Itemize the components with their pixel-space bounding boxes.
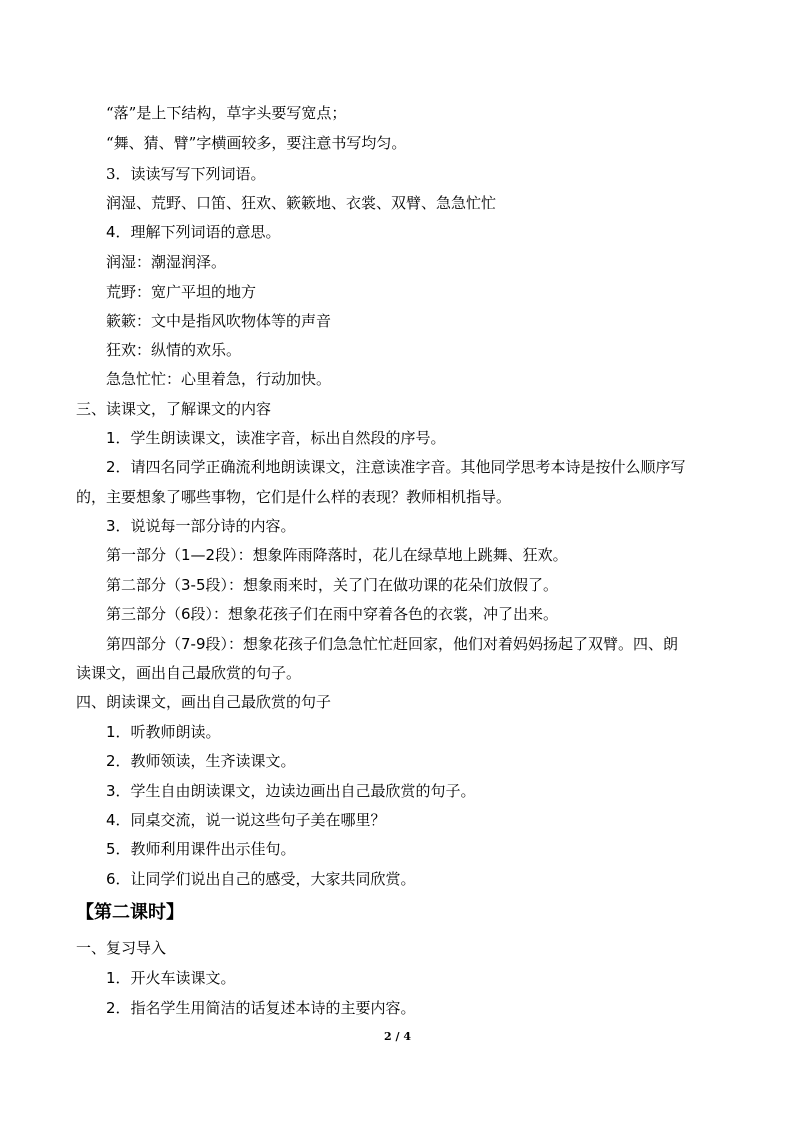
body-line: 第二部分（3-5段）：想象雨来时，关了门在做功课的花朵们放假了。: [106, 576, 559, 594]
body-line: 润湿：潮湿润泽。: [106, 253, 227, 271]
body-line: 5．教师利用课件出示佳句。: [106, 840, 296, 858]
body-line: 的，主要想象了哪些事物，它们是什么样的表现？教师相机指导。: [76, 488, 512, 506]
section-heading: 一、复习导入: [76, 939, 167, 957]
body-line: 急急忙忙：心里着急，行动加快。: [106, 370, 332, 388]
body-line: 4．同桌交流，说一说这些句子美在哪里？: [106, 811, 386, 829]
body-line: 簌簌：文中是指风吹物体等的声音: [106, 312, 332, 330]
body-line: 第一部分（1—2段）：想象阵雨降落时，花儿在绿草地上跳舞、狂欢。: [106, 546, 568, 564]
section-heading: 三、读课文，了解课文的内容: [76, 400, 272, 418]
body-line: “舞、猜、臂”字横画较多，要注意书写均匀。: [106, 134, 407, 152]
body-line: 2．教师领读，生齐读课文。: [106, 752, 296, 770]
lesson-heading: 【第二课时】: [76, 902, 184, 923]
body-line: 6．让同学们说出自己的感受，大家共同欣赏。: [106, 870, 416, 888]
body-line: 荒野：宽广平坦的地方: [106, 283, 257, 301]
body-line: 3．读读写写下列词语。: [106, 165, 266, 183]
body-line: 1．听教师朗读。: [106, 723, 221, 741]
body-line: 1．开火车读课文。: [106, 969, 236, 987]
body-line: 第四部分（7-9段）：想象花孩子们急急忙忙赶回家，他们对着妈妈扬起了双臂。四、朗: [106, 635, 679, 653]
body-line: 2．指名学生用简洁的话复述本诗的主要内容。: [106, 999, 416, 1017]
body-line: 4．理解下列词语的意思。: [106, 223, 281, 241]
page-number: 2 / 4: [384, 1030, 411, 1043]
body-line: 1．学生朗读课文，读准字音，标出自然段的序号。: [106, 429, 446, 447]
body-line: 3．说说每一部分诗的内容。: [106, 517, 296, 535]
body-line: 第三部分（6段）：想象花孩子们在雨中穿着各色的衣裳，冲了出来。: [106, 605, 559, 623]
body-line: 润湿、荒野、口笛、狂欢、簌簌地、衣裳、双臂、急急忙忙: [106, 194, 497, 212]
section-heading: 四、朗读课文，画出自己最欣赏的句子: [76, 693, 332, 711]
body-line: 读课文，画出自己最欣赏的句子。: [76, 664, 302, 682]
body-line: 3．学生自由朗读课文，边读边画出自己最欣赏的句子。: [106, 782, 476, 800]
body-line: 狂欢：纵情的欢乐。: [106, 341, 242, 359]
body-line: 2．请四名同学正确流利地朗读课文，注意读准字音。其他同学思考本诗是按什么顺序写: [106, 458, 686, 476]
body-line: “落”是上下结构，草字头要写宽点；: [106, 104, 347, 122]
